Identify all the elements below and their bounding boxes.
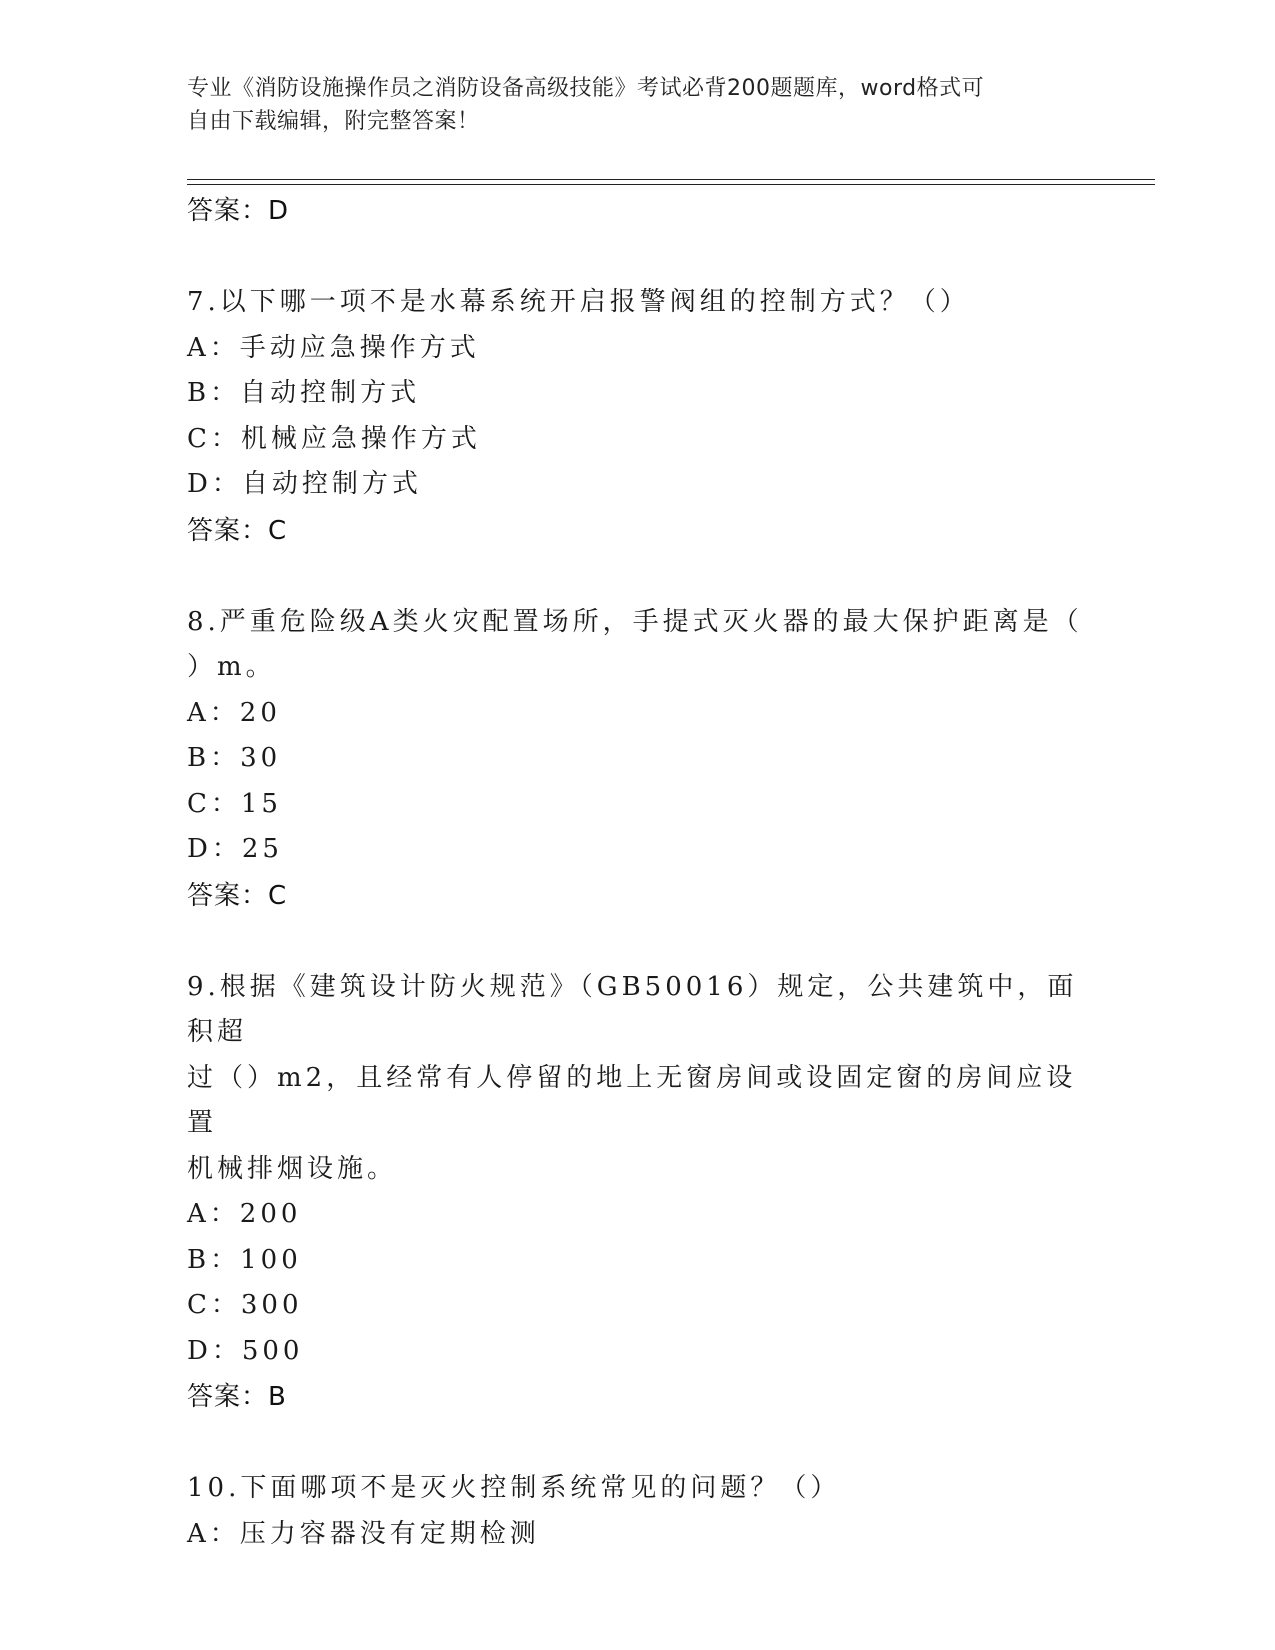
option-c: C：15 bbox=[187, 788, 282, 819]
header-line-2: 自由下载编辑，附完整答案！ bbox=[187, 109, 480, 134]
question-text bbox=[187, 280, 1087, 326]
question-text-line: 机械排烟设施。 bbox=[187, 1153, 398, 1184]
answer-line: 答案：C bbox=[187, 515, 288, 546]
option-a: A：手动应急操作方式 bbox=[187, 332, 480, 363]
option-a: A：200 bbox=[187, 1199, 302, 1229]
question-text-line: 9.根据《建筑设计防火规范》（GB50016）规定，公共建筑中，面积超 bbox=[187, 971, 1078, 1047]
answer-line: 答案：B bbox=[187, 1382, 287, 1412]
option-d: D：自动控制方式 bbox=[187, 469, 422, 499]
question-list bbox=[187, 188, 1087, 1557]
option-c: C：机械应急操作方式 bbox=[187, 423, 481, 454]
option-d: D：500 bbox=[187, 1335, 304, 1366]
question-text-line: 10.下面哪项不是灭火控制系统常见的问题？（） bbox=[187, 1473, 841, 1503]
question-text-line: 过（）m2，且经常有人停留的地上无窗房间或设固定窗的房间应设置 bbox=[187, 1062, 1077, 1138]
option-d: D：25 bbox=[187, 834, 283, 864]
question-item bbox=[187, 1466, 1087, 1557]
option-b: B：30 bbox=[187, 743, 282, 773]
question-item bbox=[187, 965, 1087, 1421]
question-text bbox=[187, 1466, 1087, 1512]
header-rule-bottom bbox=[187, 184, 1155, 185]
question-text-line: 7.以下哪一项不是水幕系统开启报警阀组的控制方式？（） bbox=[187, 287, 970, 317]
question-item bbox=[187, 280, 1087, 554]
question-text bbox=[187, 965, 1087, 1193]
option-a: A：压力容器没有定期检测 bbox=[187, 1518, 540, 1549]
option-b: B：100 bbox=[187, 1244, 302, 1275]
header-line-1: 专业《消防设施操作员之消防设备高级技能》考试必背200题题库，word格式可 bbox=[187, 76, 985, 101]
answer-line: 答案：C bbox=[187, 880, 288, 911]
question-text-line: 8.严重危险级A类火灾配置场所，手提式灭火器的最大保护距离是（ bbox=[187, 606, 1083, 637]
question-item bbox=[187, 600, 1087, 919]
document-header bbox=[187, 72, 1087, 138]
question-text bbox=[187, 600, 1087, 691]
option-b: B：自动控制方式 bbox=[187, 378, 421, 408]
answer-line: 答案：D bbox=[187, 196, 290, 226]
option-a: A：20 bbox=[187, 697, 281, 728]
question-text-line: ）m。 bbox=[187, 652, 276, 682]
option-c: C：300 bbox=[187, 1290, 303, 1320]
header-rule-top bbox=[187, 179, 1155, 180]
